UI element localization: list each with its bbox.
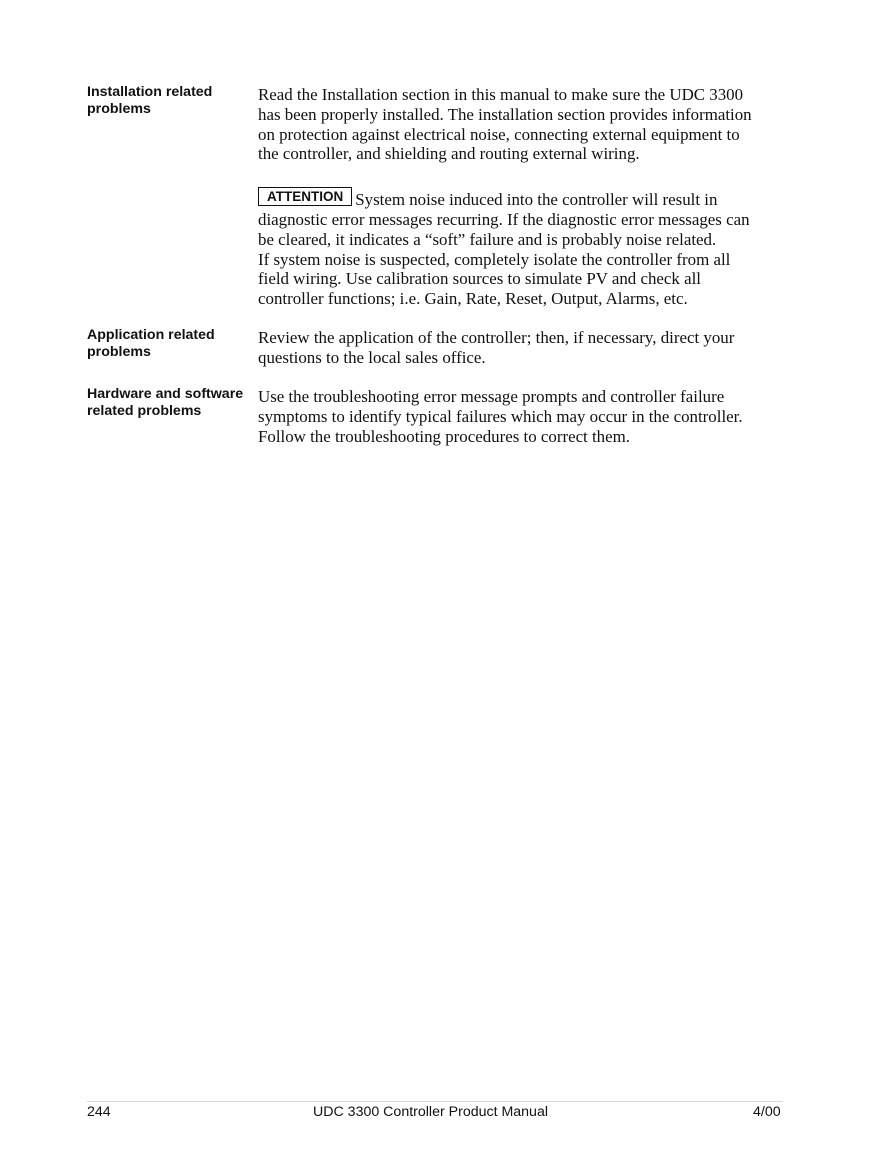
heading-line: Application related	[87, 327, 215, 343]
installation-paragraph	[258, 85, 778, 164]
footer-date: 4/00	[753, 1104, 781, 1120]
attention-paragraph	[258, 190, 778, 309]
heading-line: Installation related	[87, 84, 213, 100]
attention-badge: ATTENTION	[258, 187, 352, 206]
paragraph-line: be cleared, it indicates a “soft” failure and is probably noise related.	[258, 229, 717, 249]
footer-manual-title: UDC 3300 Controller Product Manual	[313, 1104, 548, 1120]
paragraph-line: Follow the troubleshooting procedures to correct them.	[258, 426, 630, 446]
paragraph-line: questions to the local sales office.	[258, 347, 486, 367]
paragraph-line: Read the Installation section in this manual to make sure the UDC 3300	[258, 85, 744, 104]
paragraph-line: the controller, and shielding and routing external wiring.	[258, 144, 640, 164]
attention-first-text: System noise induced into the controller will result in	[355, 190, 718, 209]
paragraph-line: Use the troubleshooting error message prompts and controller failure	[258, 387, 725, 406]
hardware-software-paragraph	[258, 387, 778, 446]
paragraph-line: Review the application of the controller; then, if necessary, direct your	[258, 328, 735, 347]
attention-first-line	[258, 190, 778, 210]
section-heading-application	[87, 327, 252, 361]
paragraph-line: diagnostic error messages recurring. If the diagnostic error messages can	[258, 210, 750, 229]
section-heading-installation	[87, 84, 252, 118]
footer-divider	[87, 1101, 783, 1102]
heading-line: problems	[87, 101, 151, 117]
heading-line: related problems	[87, 403, 202, 419]
paragraph-line: on protection against electrical noise, connecting external equipment to	[258, 124, 740, 144]
paragraph-line: controller functions; i.e. Gain, Rate, Reset, Output, Alarms, etc.	[258, 289, 688, 309]
heading-line: problems	[87, 344, 151, 360]
application-paragraph	[258, 328, 778, 368]
paragraph-line: field wiring. Use calibration sources to simulate PV and check all	[258, 269, 701, 289]
paragraph-line: has been properly installed. The installation section provides information	[258, 104, 752, 124]
section-heading-hardware-software	[87, 386, 252, 420]
footer-page-number: 244	[87, 1104, 111, 1120]
paragraph-line: If system noise is suspected, completely isolate the controller from all	[258, 249, 731, 269]
paragraph-line: symptoms to identify typical failures which may occur in the controller.	[258, 406, 743, 426]
heading-line: Hardware and software	[87, 386, 244, 402]
